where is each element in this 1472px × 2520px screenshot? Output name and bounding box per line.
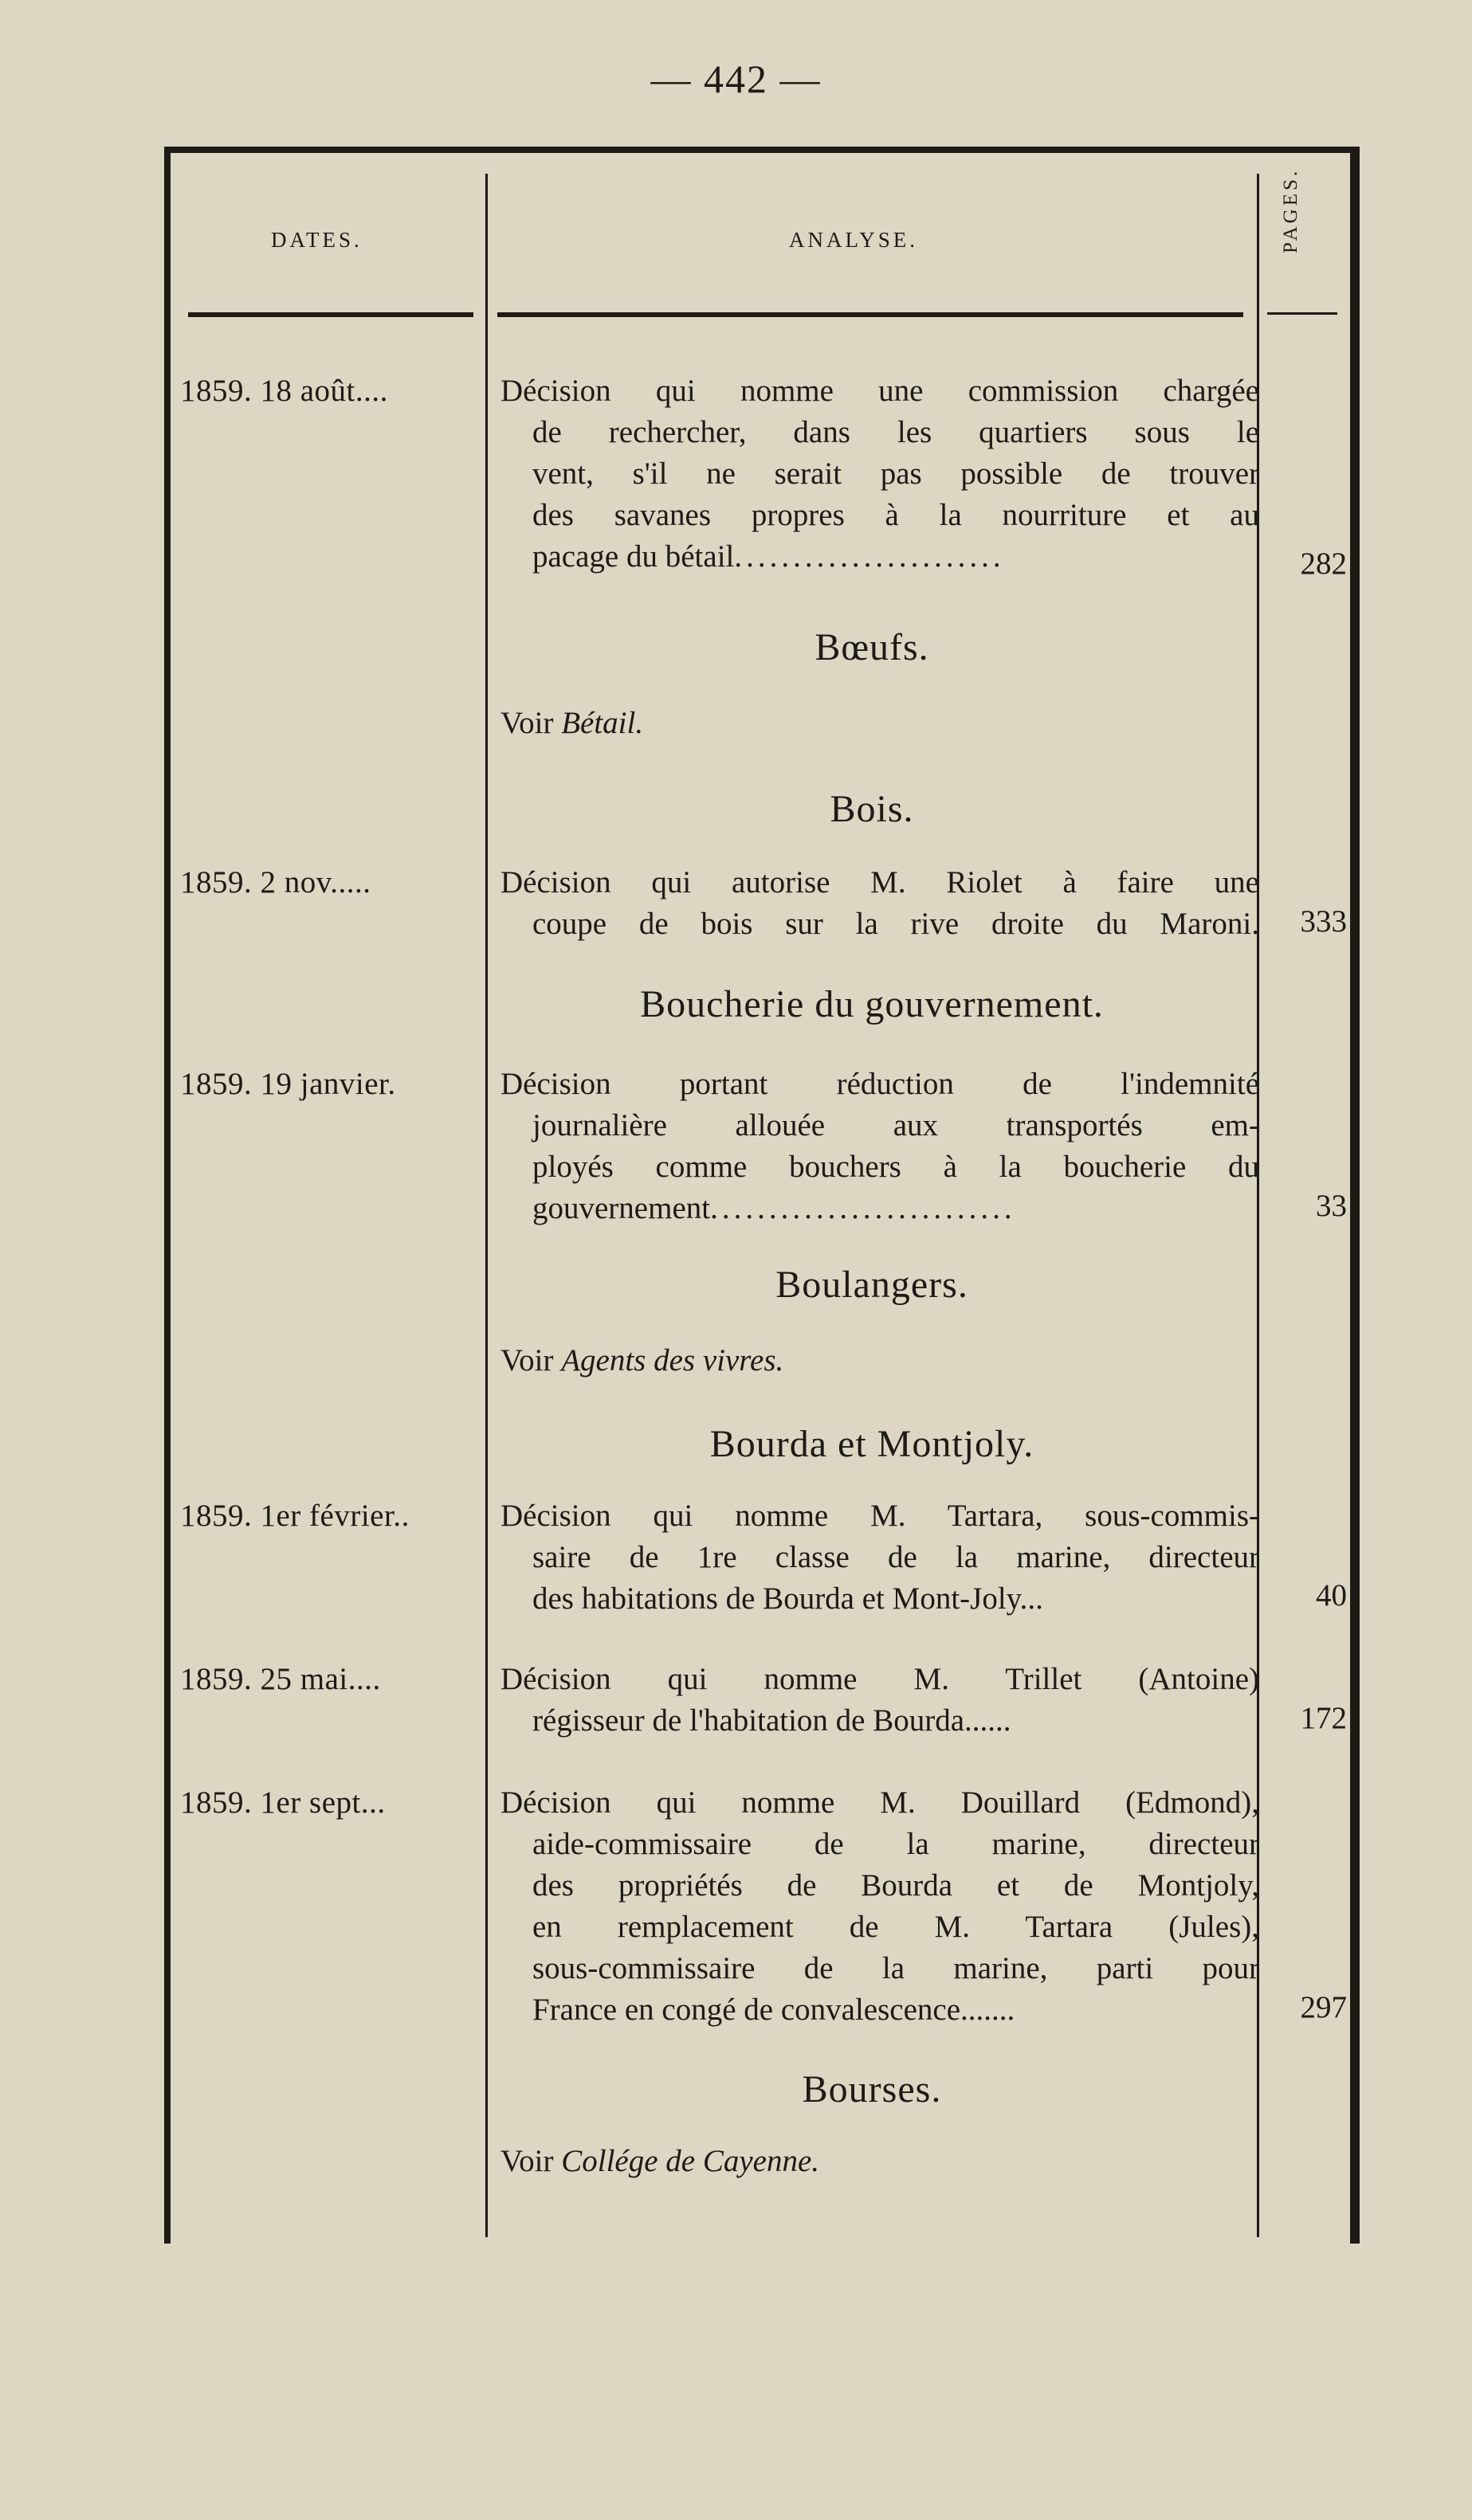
entry-line: Décision qui nomme une commission chargée (500, 374, 1259, 408)
section-heading: Boulangers. (775, 1264, 968, 1306)
entry-line: coupe de bois sur la rive droite du Maroni. (532, 907, 1259, 941)
entry-line: Décision qui nomme M. Trillet (Antoine) (500, 1662, 1259, 1696)
see-also (500, 2143, 819, 2179)
entry-analysis (500, 1495, 1259, 1620)
section-heading: Boucherie du gouvernement. (640, 983, 1104, 1025)
section-heading: Bourda et Montjoly. (709, 1423, 1034, 1465)
entry-line: saire de 1re classe de la marine, directeur (532, 1540, 1259, 1574)
entry-line: gouvernement (532, 1191, 711, 1225)
entry-line: Décision qui nomme M. Douillard (Edmond), (500, 1785, 1259, 1820)
entry-line: des savanes propres à la nourriture et au (532, 498, 1259, 532)
entry-date: 1859. 1er février.. (180, 1499, 410, 1533)
entry-line: régisseur de l'habitation de Bourda...... (532, 1703, 1011, 1738)
section-heading: Bourses. (802, 2068, 942, 2110)
see-also (500, 705, 643, 741)
entry-line: en remplacement de M. Tartara (Jules), (532, 1910, 1259, 1944)
column-divider-dates (485, 174, 488, 2237)
header-rule-pages (1267, 312, 1337, 315)
see-also-ref: Collége de Cayenne. (561, 2144, 820, 2178)
table-left-border (164, 147, 171, 2244)
see-also-prefix: Voir (500, 2144, 554, 2178)
table-right-border (1350, 147, 1360, 2244)
entry-line: de rechercher, dans les quartiers sous le (532, 415, 1259, 449)
see-also-prefix: Voir (500, 706, 554, 740)
see-also-ref: Bétail. (561, 706, 644, 740)
entry-line: aide-commissaire de la marine, directeur (532, 1827, 1259, 1861)
section-heading: Bois. (830, 788, 914, 830)
column-header-analyse: ANALYSE. (789, 228, 919, 252)
leader-dots: .......................... (710, 1191, 1016, 1225)
entry-line: vent, s'il ne serait pas possible de trouver (532, 457, 1259, 491)
entry-line: des habitations de Bourda et Mont-Joly... (532, 1581, 1043, 1616)
entry-analysis (500, 1659, 1259, 1742)
entry-page: 333 (1300, 904, 1347, 939)
column-header-dates: DATES. (271, 228, 363, 252)
entry-date: 1859. 18 août.... (180, 374, 388, 408)
leader-dots: ....................... (734, 539, 1005, 574)
page-number: — 442 — (650, 57, 822, 101)
column-header-pages: PAGES. (1280, 167, 1301, 253)
entry-line: Décision qui autorise M. Riolet à faire une (500, 865, 1259, 899)
entry-page: 172 (1300, 1701, 1347, 1735)
entry-page: 40 (1316, 1578, 1347, 1613)
entry-date: 1859. 19 janvier. (180, 1067, 396, 1101)
entry-date: 1859. 1er sept... (180, 1785, 386, 1820)
entry-line: ployés comme bouchers à la boucherie du (532, 1150, 1259, 1184)
entry-analysis (500, 1782, 1259, 2031)
header-rule-analyse (497, 312, 1243, 317)
entry-line: journalière allouée aux transportés em- (532, 1108, 1259, 1142)
entry-line: Décision qui nomme M. Tartara, sous-commis- (500, 1499, 1259, 1533)
entry-line: Décision portant réduction de l'indemnité (500, 1067, 1259, 1101)
header-rule-dates (188, 312, 473, 317)
entry-line: des propriétés de Bourda et de Montjoly, (532, 1868, 1259, 1903)
section-heading: Bœufs. (815, 626, 929, 668)
see-also (500, 1342, 783, 1378)
entry-line: pacage du bétail (532, 539, 735, 574)
entry-analysis (500, 862, 1259, 945)
entry-analysis (500, 370, 1259, 578)
entry-date: 1859. 25 mai.... (180, 1662, 381, 1696)
see-also-ref: Agents des vivres. (561, 1343, 784, 1378)
entry-page: 33 (1316, 1189, 1347, 1223)
entry-page: 282 (1300, 547, 1347, 581)
see-also-prefix: Voir (500, 1343, 554, 1378)
entry-date: 1859. 2 nov..... (180, 865, 371, 899)
entry-analysis (500, 1064, 1259, 1229)
entry-line: sous-commissaire de la marine, parti pour (532, 1951, 1259, 1985)
entry-line: France en congé de convalescence....... (532, 1993, 1015, 2027)
entry-page: 297 (1300, 1990, 1347, 2024)
